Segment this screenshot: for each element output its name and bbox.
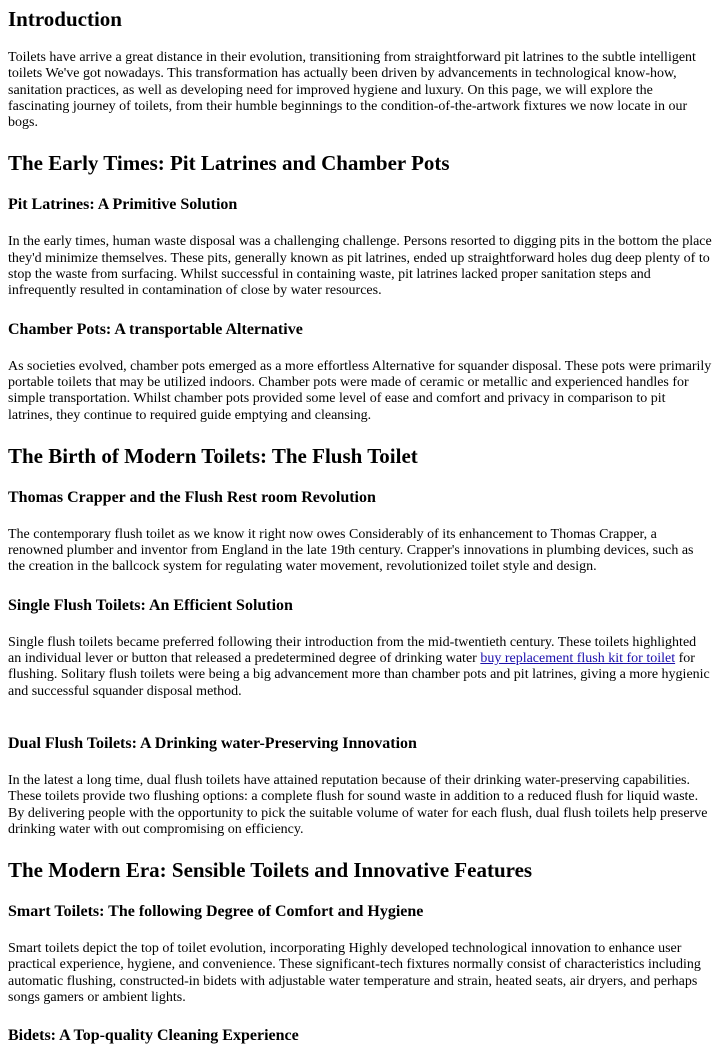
single-flush-paragraph (8, 635, 712, 700)
section-heading-flush-toilet: The Birth of Modern Toilets: The Flush Toilet (8, 443, 418, 468)
pit-latrines-paragraph: In the early times, human waste disposal was a challenging challenge. Persons resorted to digging pits in the bottom the place they'd minimize themselves. These pits, generally known as pit latrines, ended up straightforward holes dug deep plenty of to stop the waste from surfacing. Whilst successful in containing waste, pit latrines lacked proper sanitation steps and infrequently resulted in contamination of close by water resources. (8, 234, 712, 299)
subheading-bidets: Bidets: A Top-quality Cleaning Experience (8, 1027, 299, 1045)
subheading-thomas-crapper: Thomas Crapper and the Flush Rest room Revolution (8, 488, 376, 506)
section-heading-introduction: Introduction (8, 7, 122, 31)
single-flush-text-before: Single flush toilets became preferred following their introduction from the mid-twentieth century. These toilets highlighted an individual lever or button that released a predetermined degree of drinking water (8, 634, 697, 667)
subheading-smart-toilets: Smart Toilets: The following Degree of Comfort and Hygiene (8, 903, 424, 921)
subheading-chamber-pots: Chamber Pots: A transportable Alternative (8, 320, 303, 338)
subheading-single-flush: Single Flush Toilets: An Efficient Solution (8, 596, 293, 614)
chamber-pots-paragraph: As societies evolved, chamber pots emerged as a more effortless Alternative for squander disposal. These pots were primarily portable toilets that may be utilized indoors. Chamber pots were made of ceramic or metallic and experienced handles for simple transportation. Whilst chamber pots provided some level of ease and comfort and privacy in comparison to pit latrines, they continue to required guide emptying and cleansing. (8, 358, 712, 423)
section-heading-early-times: The Early Times: Pit Latrines and Chamber Pots (8, 151, 450, 176)
thomas-crapper-paragraph: The contemporary flush toilet as we know it right now owes Considerably of its enhancement to Thomas Crapper, a renowned plumber and inventor from England in the late 19th century. Crapper's innovations in plumbing devices, such as the creation in the ballcock system for regulating water movement, revolutionized toilet style and design. (8, 526, 694, 575)
subheading-pit-latrines: Pit Latrines: A Primitive Solution (8, 196, 238, 214)
section-heading-modern-era: The Modern Era: Sensible Toilets and Innovative Features (8, 858, 533, 883)
replacement-flush-kit-link[interactable]: buy replacement flush kit for toilet (480, 651, 676, 667)
smart-toilets-paragraph: Smart toilets depict the top of toilet evolution, incorporating Highly developed technological innovation to enhance user practical experience, hygiene, and convenience. These significant-tech fixtures normally consist of characteristics including automatic flushing, constructed-in bidets with adjustable water temperature and strain, heated seats, air dryers, and perhaps songs gamers or ambient lights. (8, 941, 701, 1006)
single-flush-text-after: for flushing. Solitary flush toilets were being a big advancement more than chamber pots and pit latrines, giving a more hygienic and successful squander disposal method. (8, 651, 710, 699)
subheading-dual-flush: Dual Flush Toilets: A Drinking water-Preserving Innovation (8, 734, 417, 752)
dual-flush-paragraph: In the latest a long time, dual flush toilets have attained reputation because of their drinking water-preserving capabilities. These toilets provide two flushing options: a complete flush for sound waste in addition to a reduced flush for liquid waste. By delivering people with the opportunity to pick the suitable volume of water for each flush, dual flush toilets help preserve drinking water with out compromising on efficiency. (8, 772, 708, 837)
intro-paragraph: Toilets have arrive a great distance in their evolution, transitioning from straightforward pit latrines to the subtle intelligent toilets We've got nowadays. This transformation has actually been driven by advancements in technological know-how, sanitation practices, as well as developing need for improved hygiene and luxury. On this page, we will explore the fascinating journey of toilets, from their humble beginnings to the condition-of-the-artwork fixtures we now locate in our bogs. (8, 50, 696, 131)
